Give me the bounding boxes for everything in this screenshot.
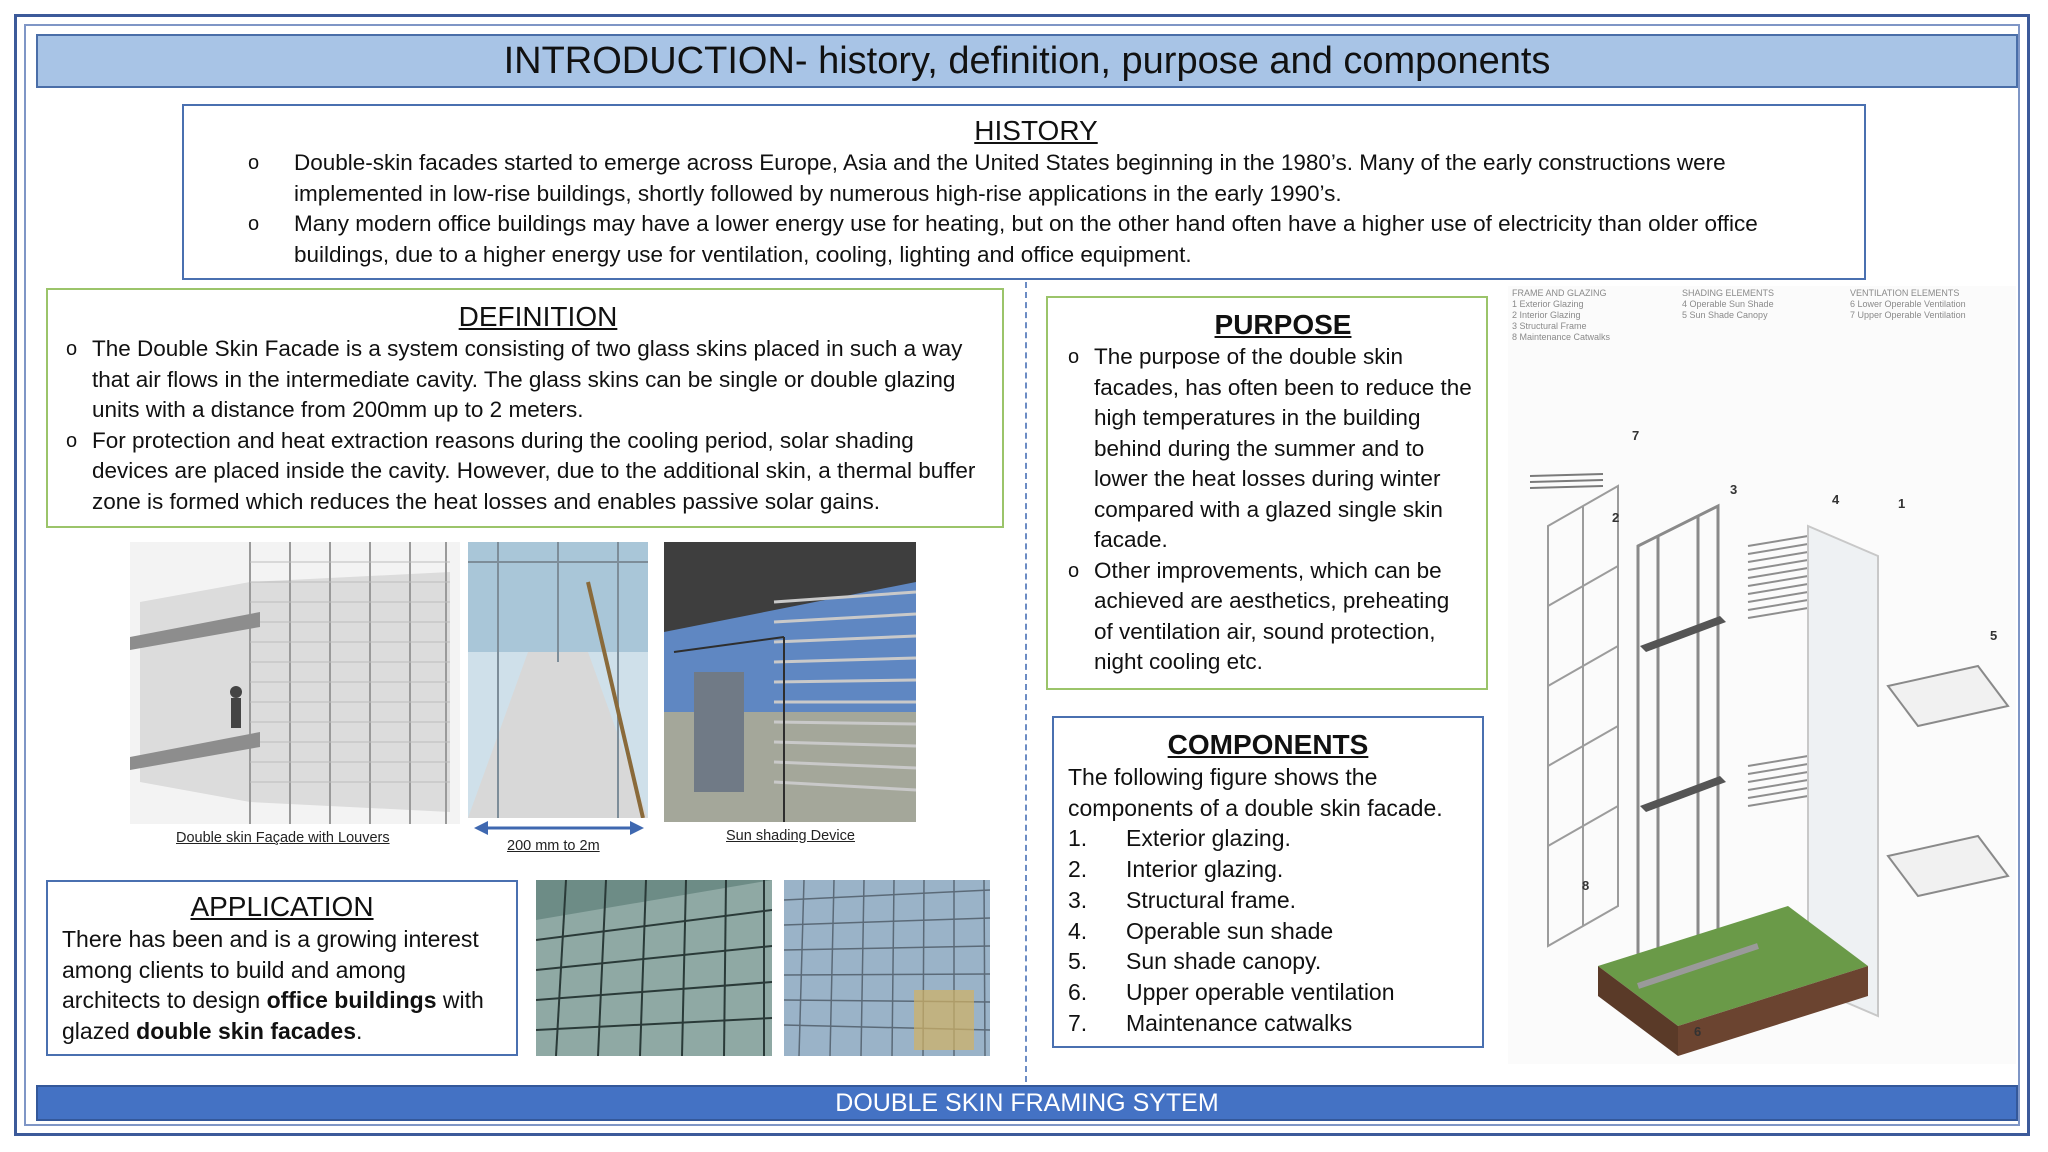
components-intro: The following figure shows the components of a double skin facade. xyxy=(1068,764,1443,821)
list-item: 1. Exterior glazing. xyxy=(1068,825,1291,852)
distance-caption: 200 mm to 2m xyxy=(507,838,600,854)
legend-column: FRAME AND GLAZING 1 Exterior Glazing 2 Interior Glazing 3 Structural Frame 8 Maintenance Catwalks xyxy=(1512,288,1611,342)
definition-bullets xyxy=(66,334,984,517)
sun-shading-caption: Sun shading Device xyxy=(726,828,855,844)
purpose-bullet xyxy=(1068,556,1472,678)
glass-building-image-2 xyxy=(784,880,990,1056)
purpose-bullet-text: The purpose of the double skin facades, has often been to reduce the high temperatures in the building behind during the summer and to lower the heat losses during winter compared with a glazed single skin facade. xyxy=(1094,344,1472,552)
purpose-bullet-text: Other improvements, which can be achieved are aesthetics, preheating of ventilation air, sound protection, night cooling etc. xyxy=(1094,557,1450,674)
definition-bullet xyxy=(66,334,984,426)
bullet-circle-icon: o xyxy=(248,152,260,174)
components-box xyxy=(1052,716,1484,1048)
application-text: There has been and is a growing interest among clients to build and among architects to design office buildings with glazed double skin facades. xyxy=(62,926,484,1045)
bullet-circle-icon: o xyxy=(1068,559,1080,582)
purpose-heading: PURPOSE xyxy=(1214,309,1352,340)
sun-shading-image xyxy=(664,542,916,822)
purpose-bullets xyxy=(1068,342,1472,678)
purpose-box xyxy=(1046,296,1488,690)
list-item: 4. Operable sun shade xyxy=(1068,917,1334,944)
definition-bullet-text: For protection and heat extraction reasons during the cooling period, solar shading devices are placed inside the cavity. However, due to the additional skin, a thermal buffer zone is formed which reduces the heat losses and enables passive solar gains. xyxy=(92,427,976,514)
history-bullet-text: Many modern office buildings may have a lower energy use for heating, but on the other hand often have a higher use of electricity than older office buildings, due to a higher energy use for ventilation, cooling, lighting and office equipment. xyxy=(294,211,1758,267)
components-heading: COMPONENTS xyxy=(1167,729,1369,760)
callout-label: 4 xyxy=(1832,492,1840,507)
definition-heading: DEFINITION xyxy=(458,301,618,332)
definition-box xyxy=(46,288,1004,528)
double-arrow-icon xyxy=(474,818,644,838)
bullet-circle-icon: o xyxy=(1068,346,1080,368)
history-bullets xyxy=(238,148,1824,270)
cavity-corridor-image xyxy=(468,542,648,818)
history-box xyxy=(182,104,1866,280)
list-item: 2. Interior glazing. xyxy=(1068,856,1284,883)
callout-label: 5 xyxy=(1990,628,1998,643)
history-bullet xyxy=(238,148,1824,209)
history-heading: HISTORY xyxy=(974,115,1098,146)
application-heading: APPLICATION xyxy=(190,891,374,922)
history-bullet xyxy=(238,209,1824,270)
callout-label: 8 xyxy=(1582,878,1590,893)
footer-title: DOUBLE SKIN FRAMING SYTEM xyxy=(36,1085,2018,1121)
glass-building-image-1 xyxy=(536,880,772,1056)
list-item: 7. Maintenance catwalks xyxy=(1068,1009,1353,1036)
exploded-facade-diagram xyxy=(1508,286,2016,1064)
definition-bullet-text: The Double Skin Facade is a system consisting of two glass skins placed in such a way that air flows in the intermediate cavity. The glass skins can be single or double glazing units with a distance from 200mm up to 2 meters. xyxy=(92,336,963,422)
history-bullet-text: Double-skin facades started to emerge across Europe, Asia and the United States beginning in the 1980’s. Many of the early constructions were implemented in low-rise buildings, shortly followed by numerous high-rise applications in the early 1990’s. xyxy=(294,150,1726,206)
list-item: 6. Upper operable ventilation xyxy=(1068,978,1395,1005)
list-item: 5. Sun shade canopy. xyxy=(1068,948,1322,975)
legend-column: VENTILATION ELEMENTS 6 Lower Operable Ventilation 7 Upper Operable Ventilation xyxy=(1850,288,1966,320)
components-list xyxy=(1068,823,1468,1038)
bullet-circle-icon: o xyxy=(248,213,260,235)
callout-label: 7 xyxy=(1632,428,1640,443)
callout-label: 3 xyxy=(1730,482,1738,497)
callout-label: 6 xyxy=(1694,1024,1702,1039)
callout-label: 1 xyxy=(1898,496,1906,511)
bullet-circle-icon: o xyxy=(66,338,78,360)
purpose-bullet xyxy=(1068,342,1472,556)
louvers-facade-image xyxy=(130,542,460,824)
application-box xyxy=(46,880,518,1056)
legend-column: SHADING ELEMENTS 4 Operable Sun Shade 5 Sun Shade Canopy xyxy=(1682,288,1775,320)
page-title: INTRODUCTION- history, definition, purpose and components xyxy=(36,34,2018,88)
callout-label: 2 xyxy=(1612,510,1620,525)
dashed-divider xyxy=(1025,282,1027,1082)
list-item: 3. Structural frame. xyxy=(1068,886,1296,913)
bullet-circle-icon: o xyxy=(66,429,78,452)
louvers-caption: Double skin Façade with Louvers xyxy=(176,830,390,846)
definition-bullet xyxy=(66,426,984,518)
